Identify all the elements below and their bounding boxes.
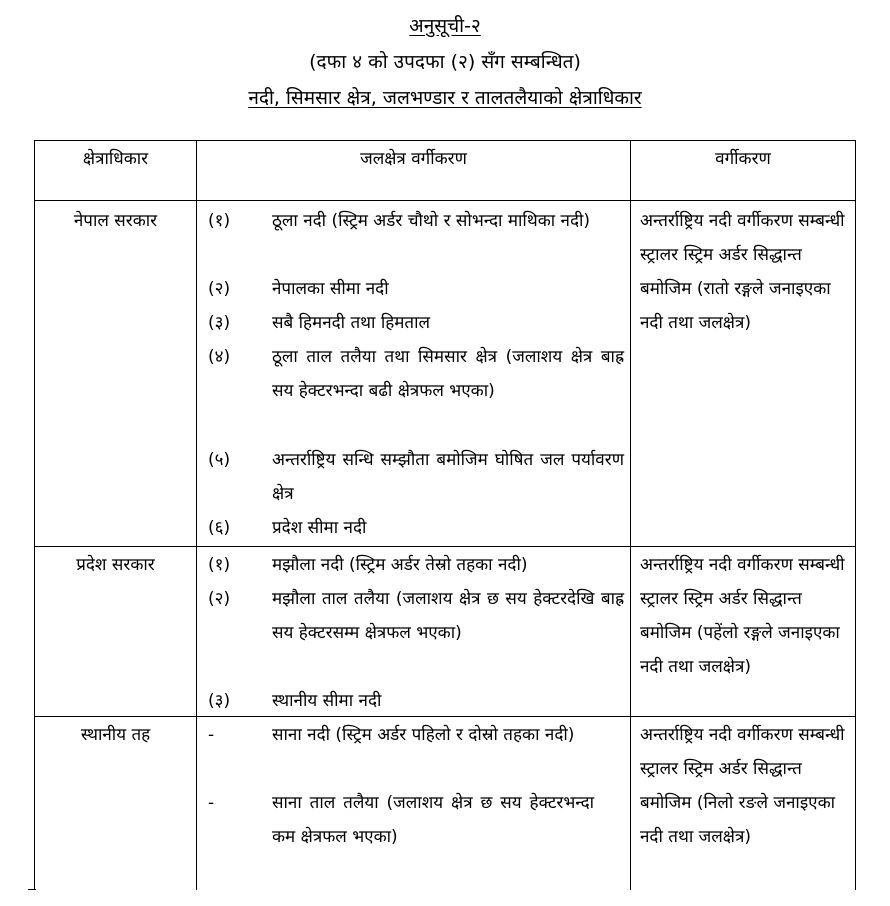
table-row-divider-1 xyxy=(34,546,856,547)
list-item-text: मझौला नदी (स्ट्रिम अर्डर तेस्रो तहका नदी) xyxy=(272,555,528,575)
table-bottom-tick xyxy=(28,889,36,890)
list-item-number: (४) xyxy=(208,347,231,367)
list-item-text: ठूला नदी (स्ट्रिम अर्डर चौथो र सोभन्दा माथिका नदी) xyxy=(272,211,591,231)
row-jurisdiction-province: प्रदेश सरकार xyxy=(76,555,155,575)
list-item-number: (३) xyxy=(208,691,231,711)
row-classification-federal: अन्तर्राष्ट्रिय नदी वर्गीकरण सम्बन्धी स्ट्रालर स्ट्रिम अर्डर सिद्धान्त बमोजिम (रातो रङ्गले जनाइएका नदी तथा जलक्षेत्र) xyxy=(640,211,845,333)
list-item-text: सबै हिमनदी तथा हिमताल xyxy=(272,313,431,333)
column-header-classification: वर्गीकरण xyxy=(715,149,771,169)
list-item-text: नेपालका सीमा नदी xyxy=(272,279,389,299)
list-item-text: मझौला ताल तलैया (जलाशय क्षेत्र छ सय हेक्टरदेखि बाह्र सय हेक्टरसम्म क्षेत्रफल भएका) xyxy=(272,589,624,643)
row-classification-local: अन्तर्राष्ट्रिय नदी वर्गीकरण सम्बन्धी स्ट्रालर स्ट्रिम अर्डर सिद्धान्त बमोजिम (निलो रङले जनाइएका नदी तथा जलक्षेत्र) xyxy=(640,725,845,847)
table-col-divider-2 xyxy=(630,140,631,890)
table-top-border xyxy=(34,140,856,141)
list-item-number: (६) xyxy=(208,518,231,538)
list-item-text: स्थानीय सीमा नदी xyxy=(272,691,382,711)
list-item-text: ठूला ताल तलैया तथा सिमसार क्षेत्र (जलाशय क्षेत्र बाह्र सय हेक्टरभन्दा बढी क्षेत्रफल भएका) xyxy=(272,347,624,401)
list-item-number: - xyxy=(208,793,215,813)
list-item-number: (२) xyxy=(208,279,231,299)
table-right-border xyxy=(855,140,856,890)
row-classification-province: अन्तर्राष्ट्रिय नदी वर्गीकरण सम्बन्धी स्ट्रालर स्ट्रिम अर्डर सिद्धान्त बमोजिम (पहेंलो रङ्गले जनाइएका नदी तथा जलक्षेत्र) xyxy=(640,555,845,677)
table-heading: नदी, सिमसार क्षेत्र, जलभण्डार र तालतलैयाको क्षेत्राधिकार xyxy=(248,87,642,109)
list-item-number: (२) xyxy=(208,589,231,609)
table-left-border xyxy=(34,140,35,890)
page-title: अनुसूची-२ xyxy=(409,15,481,37)
row-jurisdiction-local: स्थानीय तह xyxy=(80,725,151,745)
list-item-number: (३) xyxy=(208,313,231,333)
row-jurisdiction-federal: नेपाल सरकार xyxy=(73,211,158,231)
list-item-number: (१) xyxy=(208,555,231,575)
list-item-text: साना ताल तलैया (जलाशय क्षेत्र छ सय हेक्टरभन्दा कम क्षेत्रफल भएका) xyxy=(272,793,594,847)
list-item-number: (१) xyxy=(208,211,231,231)
list-item-text: प्रदेश सीमा नदी xyxy=(272,518,367,538)
column-header-jurisdiction: क्षेत्राधिकार xyxy=(82,149,149,169)
list-item-number: - xyxy=(208,725,215,745)
table-header-bottom-border xyxy=(34,200,856,201)
page-subtitle: (दफा ४ को उपदफा (२) सँग सम्बन्धित) xyxy=(309,51,581,73)
list-item-text: साना नदी (स्ट्रिम अर्डर पहिलो र दोस्रो तहका नदी) xyxy=(272,725,575,745)
table-col-divider-1 xyxy=(196,140,197,890)
list-item-text: अन्तर्राष्ट्रिय सन्धि सम्झौता बमोजिम घोषित जल पर्यावरण क्षेत्र xyxy=(272,450,624,504)
list-item-number: (५) xyxy=(208,450,231,470)
column-header-water-classification: जलक्षेत्र वर्गीकरण xyxy=(360,149,467,169)
